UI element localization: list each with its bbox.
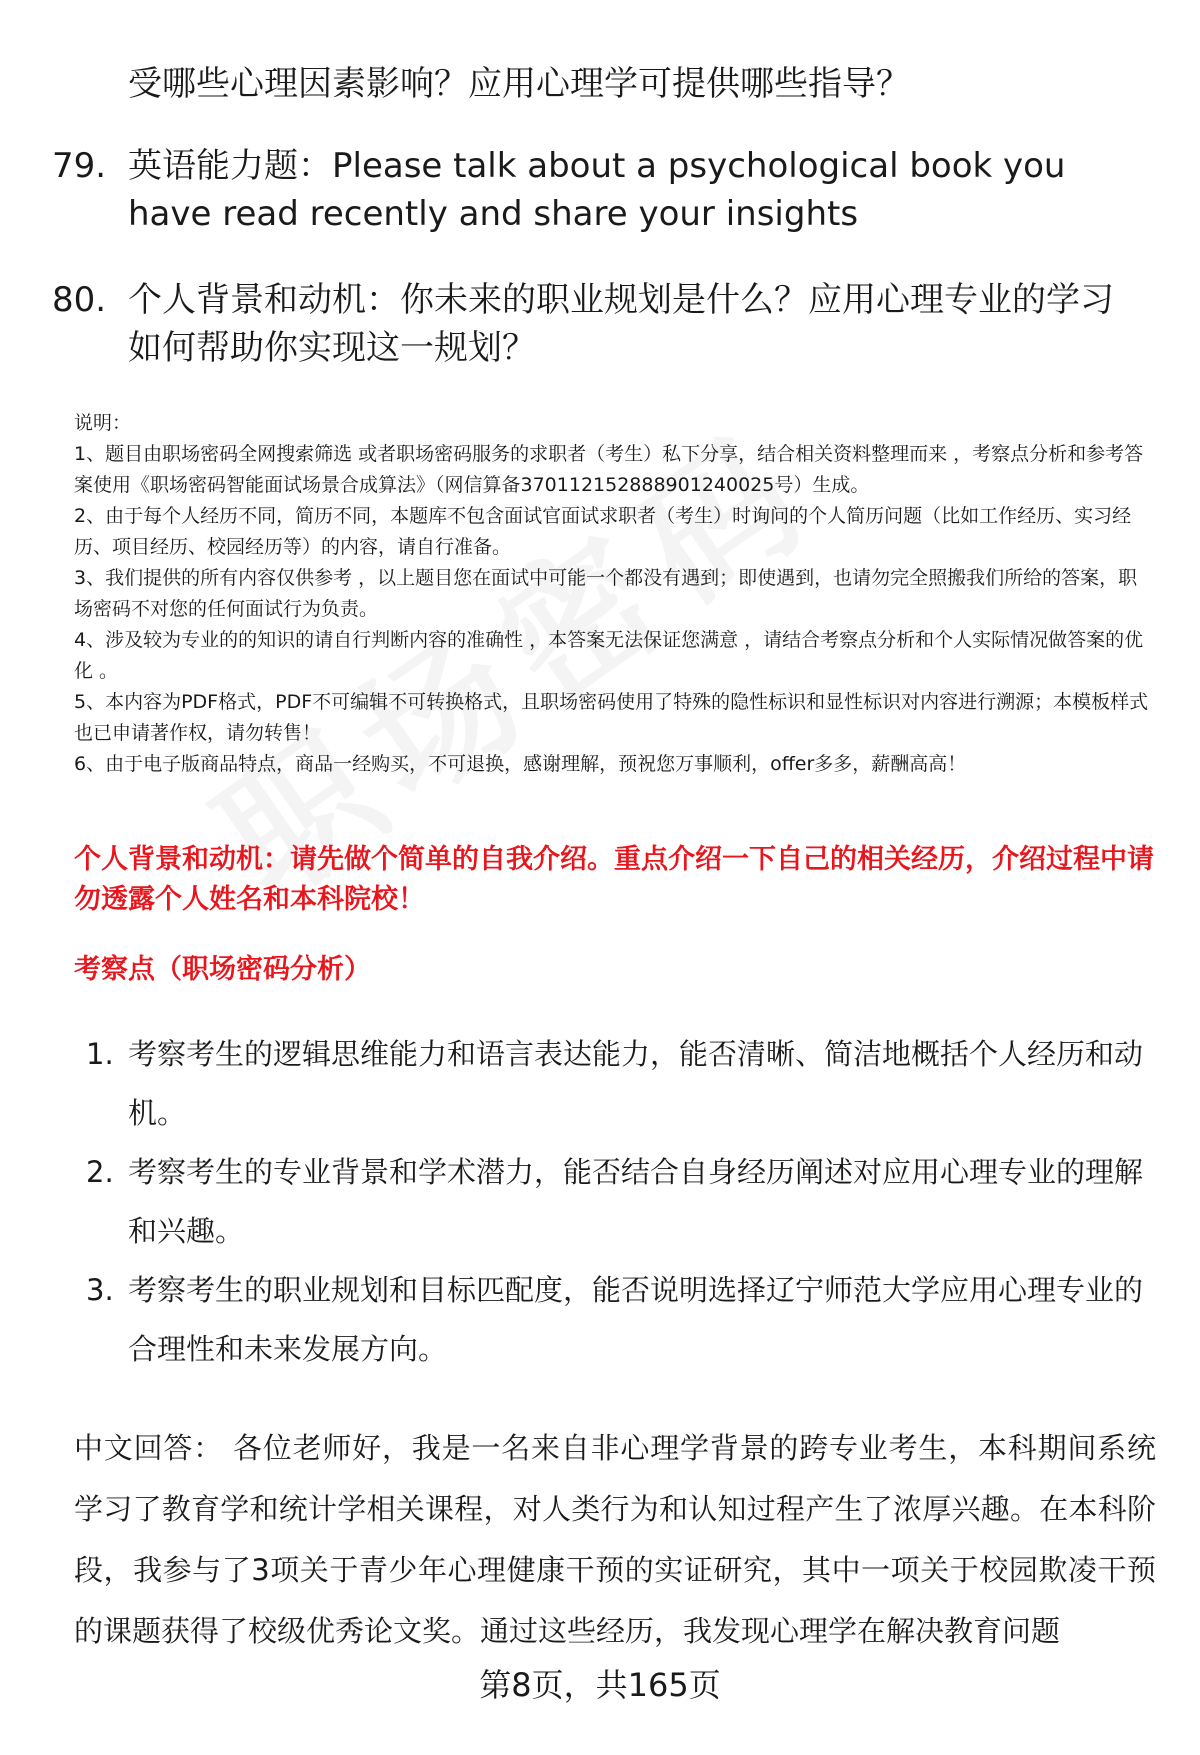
assessment-point bbox=[74, 1261, 1154, 1379]
point-text: 考察考生的专业背景和学术潜力，能否结合自身经历阐述对应用心理专业的理解和兴趣。 bbox=[128, 1155, 1144, 1248]
point-number: 2. bbox=[86, 1155, 114, 1189]
assessment-points bbox=[74, 1025, 1154, 1379]
section-title: 考察点（职场密码分析） bbox=[74, 954, 371, 985]
note-item: 2、由于每个人经历不同，简历不同，本题库不包含面试官面试求职者（考生）时询问的个人简历问题（比如工作经历、实习经历、项目经历、校园经历等）的内容，请自行准备。 bbox=[74, 505, 1132, 558]
question-text: 个人背景和动机：你未来的职业规划是什么？应用心理专业的学习如何帮助你实现这一规划？ bbox=[128, 280, 1114, 368]
assessment-point bbox=[74, 1025, 1154, 1143]
notes-title: 说明： bbox=[74, 412, 132, 434]
note-item: 5、本内容为PDF格式，PDF不可编辑不可转换格式，且职场密码使用了特殊的隐性标识和显性标识对内容进行溯源；本模板样式也已申请著作权，请勿转售！ bbox=[74, 691, 1149, 744]
note-item: 6、由于电子版商品特点，商品一经购买，不可退换，感谢理解，预祝您万事顺利，offer多多，薪酬高高！ bbox=[74, 753, 967, 775]
note-item: 3、我们提供的所有内容仅供参考 ，以上题目您在面试中可能一个都没有遇到；即使遇到，也请勿完全照搬我们所给的答案，职场密码不对您的任何面试行为负责。 bbox=[74, 567, 1138, 620]
notes-block bbox=[74, 408, 1154, 780]
interview-prompt: 个人背景和动机：请先做个简单的自我介绍。重点介绍一下自己的相关经历，介绍过程中请勿透露个人姓名和本科院校！ bbox=[74, 844, 1154, 915]
page-footer: 第8页，共165页 bbox=[479, 1666, 721, 1704]
question-number: 80. bbox=[52, 280, 107, 320]
question-text: 英语能力题：Please talk about a psychological book you have read recently and share your insights bbox=[128, 146, 1066, 234]
point-text: 考察考生的逻辑思维能力和语言表达能力，能否清晰、简洁地概括个人经历和动机。 bbox=[128, 1037, 1144, 1130]
point-number: 3. bbox=[86, 1273, 114, 1307]
point-text: 考察考生的职业规划和目标匹配度，能否说明选择辽宁师范大学应用心理专业的合理性和未来发展方向。 bbox=[128, 1273, 1144, 1366]
point-number: 1. bbox=[86, 1037, 114, 1071]
chinese-answer: 中文回答： 各位老师好，我是一名来自非心理学背景的跨专业考生，本科期间系统学习了教育学和统计学相关课程，对人类行为和认知过程产生了浓厚兴趣。在本科阶段，我参与了3项关于青少年心理健康干预的实证研究，其中一项关于校园欺凌干预的课题获得了校级优秀论文奖。通过这些经历，我发现心理学在解决教育问题 bbox=[74, 1431, 1156, 1648]
question-number: 79. bbox=[52, 146, 107, 186]
assessment-point bbox=[74, 1143, 1154, 1261]
note-item: 1、题目由职场密码全网搜索筛选 或者职场密码服务的求职者（考生）私下分享，结合相关资料整理而来 ，考察点分析和参考答案使用《职场密码智能面试场景合成算法》（网信算备370112152888901240025号）生成。 bbox=[74, 443, 1144, 496]
question-continuation-text: 受哪些心理因素影响？应用心理学可提供哪些指导？ bbox=[128, 64, 910, 104]
note-item: 4、涉及较为专业的的知识的请自行判断内容的准确性 ，本答案无法保证您满意 ，请结合考察点分析和个人实际情况做答案的优化 。 bbox=[74, 629, 1144, 682]
